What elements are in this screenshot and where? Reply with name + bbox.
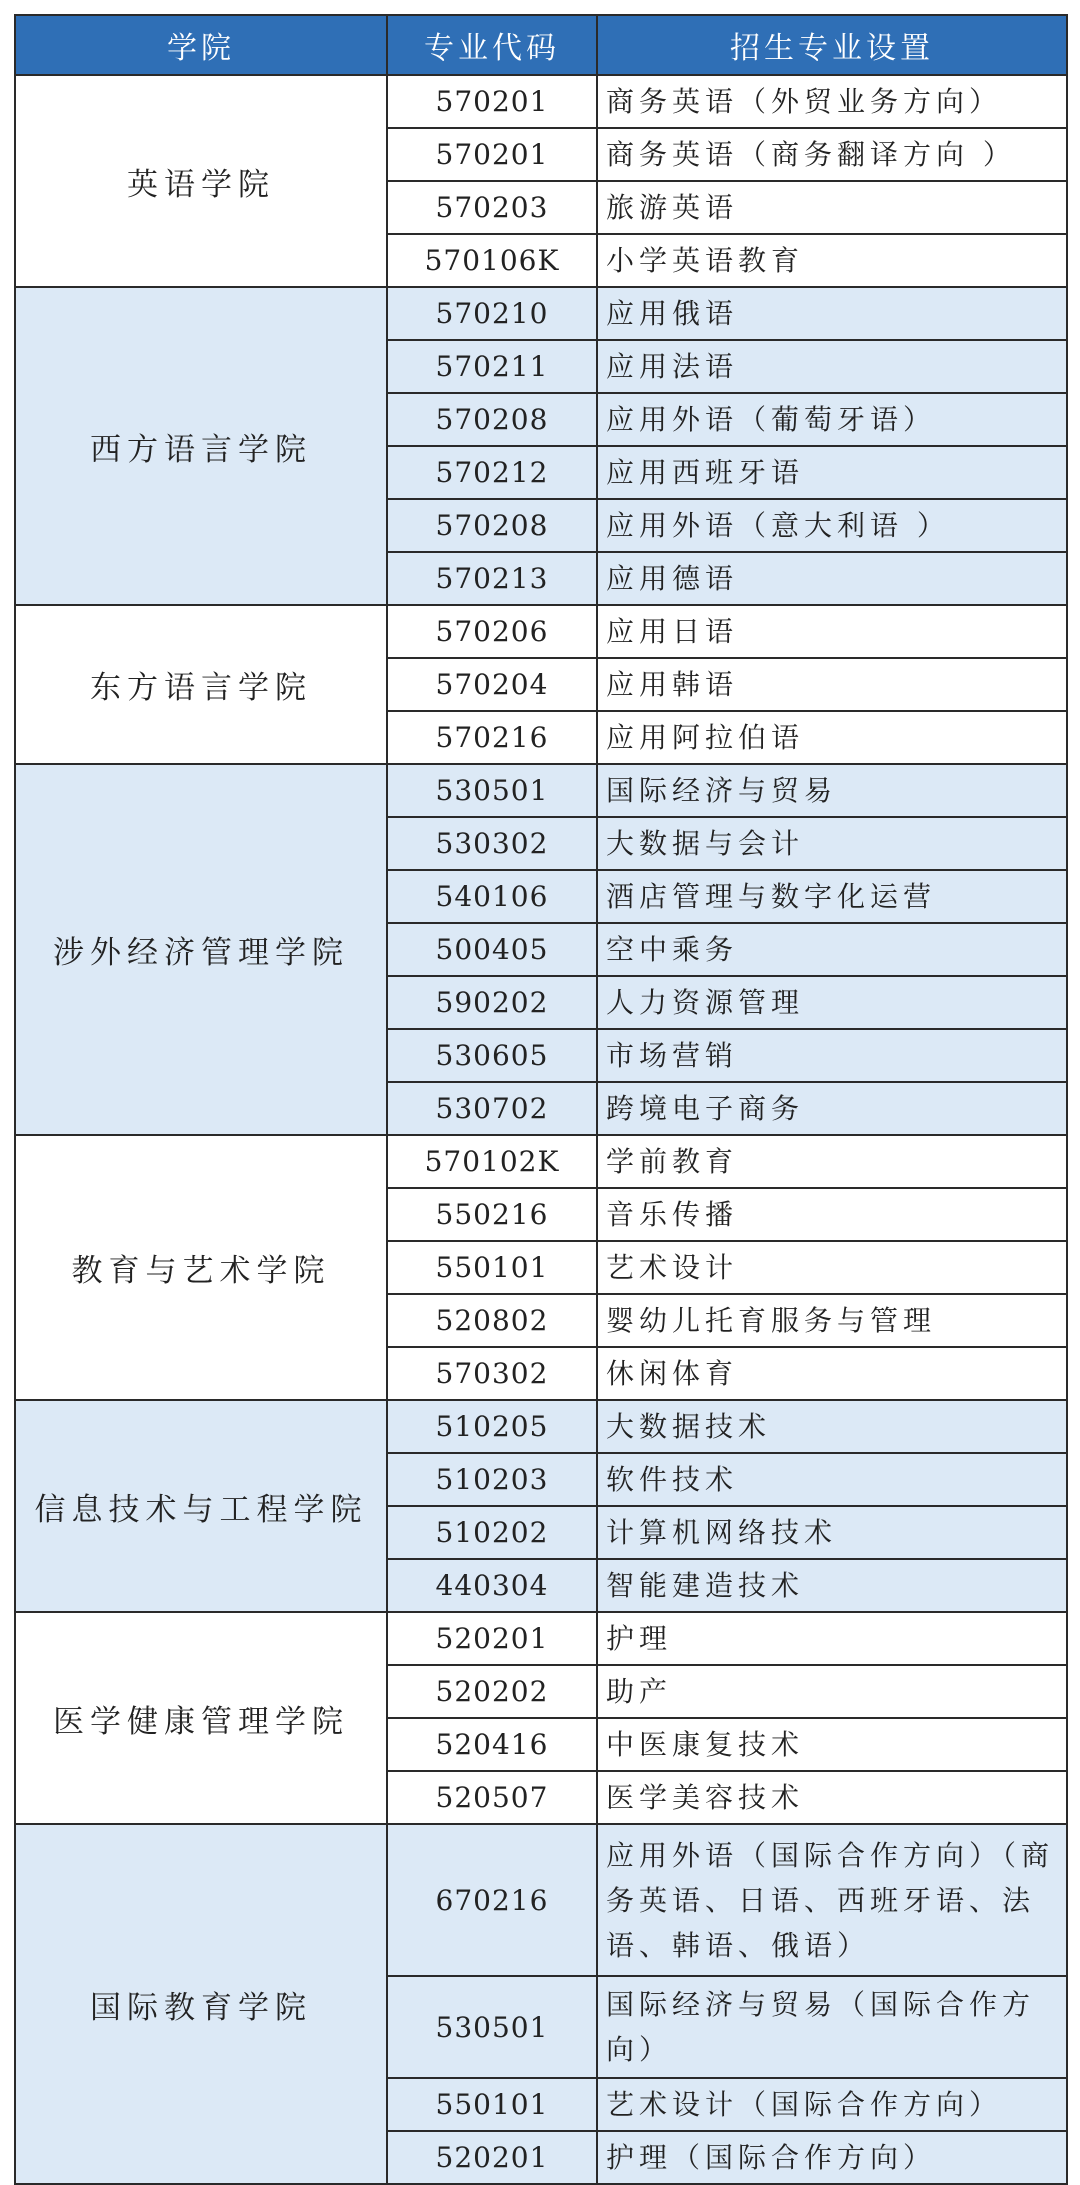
- major-code-cell: 510202: [387, 1506, 597, 1559]
- college-cell: 西方语言学院: [15, 287, 387, 605]
- major-code-cell: 520201: [387, 1612, 597, 1665]
- major-code-cell: 570203: [387, 181, 597, 234]
- table-row: [15, 287, 1067, 340]
- major-code-cell: 570210: [387, 287, 597, 340]
- major-code-cell: 570106K: [387, 234, 597, 287]
- major-name-cell: 应用阿拉伯语: [597, 711, 1067, 764]
- major-name-cell: 智能建造技术: [597, 1559, 1067, 1612]
- college-cell: 涉外经济管理学院: [15, 764, 387, 1135]
- major-name-cell: 空中乘务: [597, 923, 1067, 976]
- college-cell: 东方语言学院: [15, 605, 387, 764]
- major-name-cell: 计算机网络技术: [597, 1506, 1067, 1559]
- major-name-cell: 音乐传播: [597, 1188, 1067, 1241]
- major-code-cell: 570201: [387, 128, 597, 181]
- major-code-cell: 510203: [387, 1453, 597, 1506]
- header-major: 招生专业设置: [597, 15, 1067, 75]
- major-name-cell: 应用法语: [597, 340, 1067, 393]
- header-row: [15, 15, 1067, 75]
- college-cell: 英语学院: [15, 75, 387, 287]
- major-code-cell: 530702: [387, 1082, 597, 1135]
- major-name-cell: 大数据技术: [597, 1400, 1067, 1453]
- major-name-cell: 应用外语（意大利语 ）: [597, 499, 1067, 552]
- major-name-cell: 学前教育: [597, 1135, 1067, 1188]
- major-code-cell: 570204: [387, 658, 597, 711]
- table-row: [15, 605, 1067, 658]
- major-name-cell: 艺术设计（国际合作方向）: [597, 2078, 1067, 2131]
- major-name-cell: 市场营销: [597, 1029, 1067, 1082]
- major-code-cell: 520507: [387, 1771, 597, 1824]
- major-code-cell: 520802: [387, 1294, 597, 1347]
- enrollment-table: [14, 14, 1068, 2185]
- table-row: [15, 1135, 1067, 1188]
- major-code-cell: 550216: [387, 1188, 597, 1241]
- major-code-cell: 570206: [387, 605, 597, 658]
- major-name-cell: 应用外语（葡萄牙语）: [597, 393, 1067, 446]
- major-name-cell: 应用德语: [597, 552, 1067, 605]
- major-code-cell: 520201: [387, 2131, 597, 2184]
- major-code-cell: 570201: [387, 75, 597, 128]
- college-cell: 信息技术与工程学院: [15, 1400, 387, 1612]
- college-cell: 医学健康管理学院: [15, 1612, 387, 1824]
- major-name-cell: 商务英语（商务翻译方向 ）: [597, 128, 1067, 181]
- major-code-cell: 570211: [387, 340, 597, 393]
- table-body: [15, 75, 1067, 2184]
- major-name-cell: 应用俄语: [597, 287, 1067, 340]
- header-code: 专业代码: [387, 15, 597, 75]
- major-code-cell: 530605: [387, 1029, 597, 1082]
- major-name-cell: 旅游英语: [597, 181, 1067, 234]
- major-code-cell: 550101: [387, 1241, 597, 1294]
- enrollment-table-container: [14, 14, 1066, 2185]
- table-row: [15, 75, 1067, 128]
- major-name-cell: 小学英语教育: [597, 234, 1067, 287]
- college-cell: 国际教育学院: [15, 1824, 387, 2184]
- major-code-cell: 440304: [387, 1559, 597, 1612]
- major-name-cell: 护理（国际合作方向）: [597, 2131, 1067, 2184]
- major-code-cell: 530501: [387, 1976, 597, 2078]
- major-code-cell: 570212: [387, 446, 597, 499]
- table-row: [15, 764, 1067, 817]
- major-code-cell: 530501: [387, 764, 597, 817]
- major-name-cell: 跨境电子商务: [597, 1082, 1067, 1135]
- major-name-cell: 应用韩语: [597, 658, 1067, 711]
- major-name-cell: 大数据与会计: [597, 817, 1067, 870]
- major-name-cell: 护理: [597, 1612, 1067, 1665]
- major-code-cell: 530302: [387, 817, 597, 870]
- major-name-cell: 酒店管理与数字化运营: [597, 870, 1067, 923]
- major-code-cell: 500405: [387, 923, 597, 976]
- major-code-cell: 570102K: [387, 1135, 597, 1188]
- major-name-cell: 医学美容技术: [597, 1771, 1067, 1824]
- major-code-cell: 520416: [387, 1718, 597, 1771]
- major-code-cell: 510205: [387, 1400, 597, 1453]
- major-name-cell: 软件技术: [597, 1453, 1067, 1506]
- major-code-cell: 570208: [387, 393, 597, 446]
- major-name-cell: 国际经济与贸易: [597, 764, 1067, 817]
- major-code-cell: 670216: [387, 1824, 597, 1976]
- table-row: [15, 1400, 1067, 1453]
- major-code-cell: 590202: [387, 976, 597, 1029]
- table-row: [15, 1612, 1067, 1665]
- major-code-cell: 570213: [387, 552, 597, 605]
- major-name-cell: 应用西班牙语: [597, 446, 1067, 499]
- major-name-cell: 艺术设计: [597, 1241, 1067, 1294]
- major-name-cell: 应用日语: [597, 605, 1067, 658]
- major-name-cell: 休闲体育: [597, 1347, 1067, 1400]
- major-code-cell: 550101: [387, 2078, 597, 2131]
- table-row: [15, 1824, 1067, 1976]
- major-name-cell: 人力资源管理: [597, 976, 1067, 1029]
- major-name-cell: 婴幼儿托育服务与管理: [597, 1294, 1067, 1347]
- major-name-cell: 应用外语（国际合作方向）（商务英语、日语、西班牙语、法语、韩语、俄语）: [597, 1824, 1067, 1976]
- major-name-cell: 国际经济与贸易（国际合作方向）: [597, 1976, 1067, 2078]
- major-code-cell: 540106: [387, 870, 597, 923]
- major-name-cell: 商务英语（外贸业务方向）: [597, 75, 1067, 128]
- header-college: 学院: [15, 15, 387, 75]
- major-code-cell: 570302: [387, 1347, 597, 1400]
- major-code-cell: 570216: [387, 711, 597, 764]
- major-name-cell: 中医康复技术: [597, 1718, 1067, 1771]
- major-name-cell: 助产: [597, 1665, 1067, 1718]
- college-cell: 教育与艺术学院: [15, 1135, 387, 1400]
- major-code-cell: 520202: [387, 1665, 597, 1718]
- major-code-cell: 570208: [387, 499, 597, 552]
